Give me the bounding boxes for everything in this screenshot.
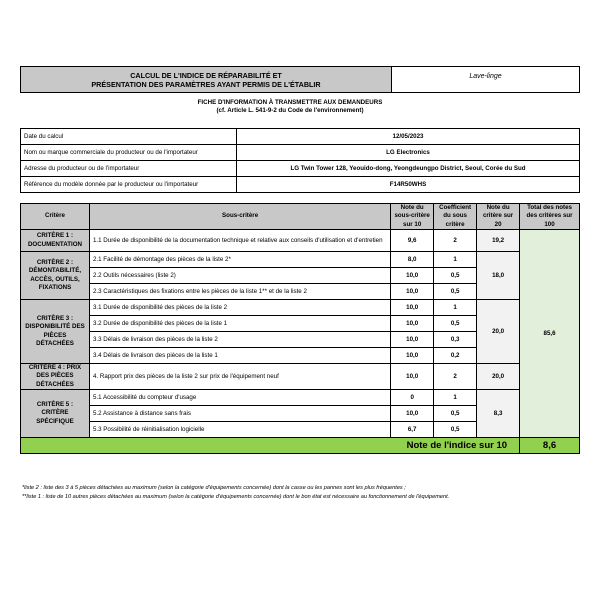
header-title-line1: CALCUL DE L'INDICE DE RÉPARABILITÉ ET — [130, 70, 282, 80]
subcriterion-label: 5.3 Possibilité de réinitialisation logicielle — [89, 422, 390, 438]
subcriterion-coef: 0,5 — [434, 268, 477, 284]
subcriterion-coef: 1 — [434, 390, 477, 406]
column-header-note-20: Note du critère sur 20 — [477, 204, 520, 230]
header-box — [20, 66, 580, 93]
table-row — [21, 252, 580, 268]
subcriterion-note: 8,0 — [391, 252, 434, 268]
criterion-4-note20: 20,0 — [477, 364, 520, 390]
info-label: Nom ou marque commerciale du producteur ou de l'importateur — [21, 145, 237, 161]
column-header-note-sous: Note du sous-critère sur 10 — [391, 204, 434, 230]
subcriterion-note: 10,0 — [391, 332, 434, 348]
info-row — [21, 145, 580, 161]
subcriterion-label: 2.2 Outils nécessaires (liste 2) — [89, 268, 390, 284]
subcriterion-coef: 0,5 — [434, 422, 477, 438]
criterion-5-name: CRITÈRE 5 : CRITÈRE SPÉCIFIQUE — [21, 390, 90, 438]
info-table — [20, 128, 580, 193]
subcriterion-note: 0 — [391, 390, 434, 406]
table-row — [21, 364, 580, 390]
subcriterion-label: 3.2 Durée de disponibilité des pièces de la liste 1 — [89, 316, 390, 332]
info-value: 12/05/2023 — [237, 129, 580, 145]
footnotes — [22, 484, 582, 501]
subcriterion-label: 5.1 Accessibilité du compteur d'usage — [89, 390, 390, 406]
final-score-label: Note de l'indice sur 10 — [21, 438, 520, 454]
score-table — [20, 203, 580, 454]
subcriterion-note: 6,7 — [391, 422, 434, 438]
column-header-total: Total des notes des critères sur 100 — [520, 204, 580, 230]
info-value: LG Electronics — [237, 145, 580, 161]
criterion-1-name: CRITÈRE 1 : DOCUMENTATION — [21, 230, 90, 252]
subcriterion-coef: 0,5 — [434, 284, 477, 300]
info-row — [21, 161, 580, 177]
final-score-row — [21, 438, 580, 454]
subcriterion-label: 5.2 Assistance à distance sans frais — [89, 406, 390, 422]
info-row — [21, 177, 580, 193]
table-row — [21, 390, 580, 406]
subheading-line2: (cf. Article L. 541-9-2 du Code de l'environnement) — [216, 107, 364, 115]
subcriterion-label: 3.1 Durée de disponibilité des pièces de la liste 2 — [89, 300, 390, 316]
subcriterion-coef: 1 — [434, 252, 477, 268]
subcriterion-coef: 2 — [434, 230, 477, 252]
column-header-critere: Critère — [21, 204, 90, 230]
subcriterion-coef: 0,3 — [434, 332, 477, 348]
table-header-row — [21, 204, 580, 230]
criterion-5-note20: 8,3 — [477, 390, 520, 438]
criterion-1-note20: 19,2 — [477, 230, 520, 252]
criterion-3-note20: 20,0 — [477, 300, 520, 364]
criterion-4-name: CRITÈRE 4 : PRIX DES PIÈCES DÉTACHÉES — [21, 364, 90, 390]
info-label: Date du calcul — [21, 129, 237, 145]
subcriterion-note: 10,0 — [391, 348, 434, 364]
footnote-liste-1: **liste 1 : liste de 10 autres pièces détachées au maximum (selon la catégorie d'équipements concernée) dont le bon état est nécessaire au fonctionnement de l'équipement. — [22, 493, 450, 500]
header-title — [21, 67, 392, 92]
subcriterion-label: 3.4 Délais de livraison des pièces de la liste 1 — [89, 348, 390, 364]
final-score-value: 8,6 — [520, 438, 580, 454]
product-type: Lave-linge — [469, 73, 502, 80]
criterion-2-note20: 18,0 — [477, 252, 520, 300]
info-label: Référence du modèle donnée par le producteur ou l'importateur — [21, 177, 237, 193]
criterion-2-name: CRITÈRE 2 : DÉMONTABILITÉ, ACCÈS, OUTILS, FIXATIONS — [21, 252, 90, 300]
subcriterion-note: 10,0 — [391, 268, 434, 284]
total-score: 85,6 — [520, 230, 580, 438]
subcriterion-coef: 0,5 — [434, 316, 477, 332]
info-row — [21, 129, 580, 145]
info-value: LG Twin Tower 128, Yeouido-dong, Yeongdeungpo District, Seoul, Corée du Sud — [237, 161, 580, 177]
subcriterion-note: 10,0 — [391, 284, 434, 300]
column-header-sous-critere: Sous-critère — [89, 204, 390, 230]
subcriterion-note: 10,0 — [391, 316, 434, 332]
subcriterion-note: 10,0 — [391, 300, 434, 316]
subcriterion-coef: 0,2 — [434, 348, 477, 364]
table-row — [21, 230, 580, 252]
subheading-line1: FICHE D'INFORMATION À TRANSMETTRE AUX DEMANDEURS — [197, 99, 383, 106]
info-value: F14R50WHS — [237, 177, 580, 193]
subcriterion-note: 9,6 — [391, 230, 434, 252]
info-label: Adresse du producteur ou de l'importateur — [21, 161, 237, 177]
subcriterion-coef: 1 — [434, 300, 477, 316]
subcriterion-label: 2.3 Caractéristiques des fixations entre les pièces de la liste 1** et de la liste 2 — [89, 284, 390, 300]
subcriterion-label: 1.1 Durée de disponibilité de la documentation technique et relative aux conseils d'utilisation et d'entretien — [89, 230, 390, 252]
subcriterion-label: 2.1 Facilité de démontage des pièces de la liste 2* — [89, 252, 390, 268]
table-row — [21, 300, 580, 316]
footnote-liste-2: *liste 2 : liste des 3 à 5 pièces détachées au maximum (selon la catégorie d'équipements concernée) dont la casse ou les pannes sont les plus fréquentes ; — [22, 485, 406, 491]
subcriterion-coef: 0,5 — [434, 406, 477, 422]
column-header-coefficient: Coefficient du sous critère — [434, 204, 477, 230]
subcriterion-label: 4. Rapport prix des pièces de la liste 2 sur prix de l'équipement neuf — [89, 364, 390, 390]
header-title-line2: PRÉSENTATION DES PARAMÈTRES AYANT PERMIS DE L'ÉTABLIR — [91, 79, 321, 89]
subcriterion-note: 10,0 — [391, 364, 434, 390]
subcriterion-coef: 2 — [434, 364, 477, 390]
subcriterion-note: 10,0 — [391, 406, 434, 422]
criterion-3-name: CRITÈRE 3 : DISPONIBILITÉ DES PIÈCES DÉTACHÉES — [21, 300, 90, 364]
subheading — [140, 99, 440, 116]
subcriterion-label: 3.3 Délais de livraison des pièces de la liste 2 — [89, 332, 390, 348]
